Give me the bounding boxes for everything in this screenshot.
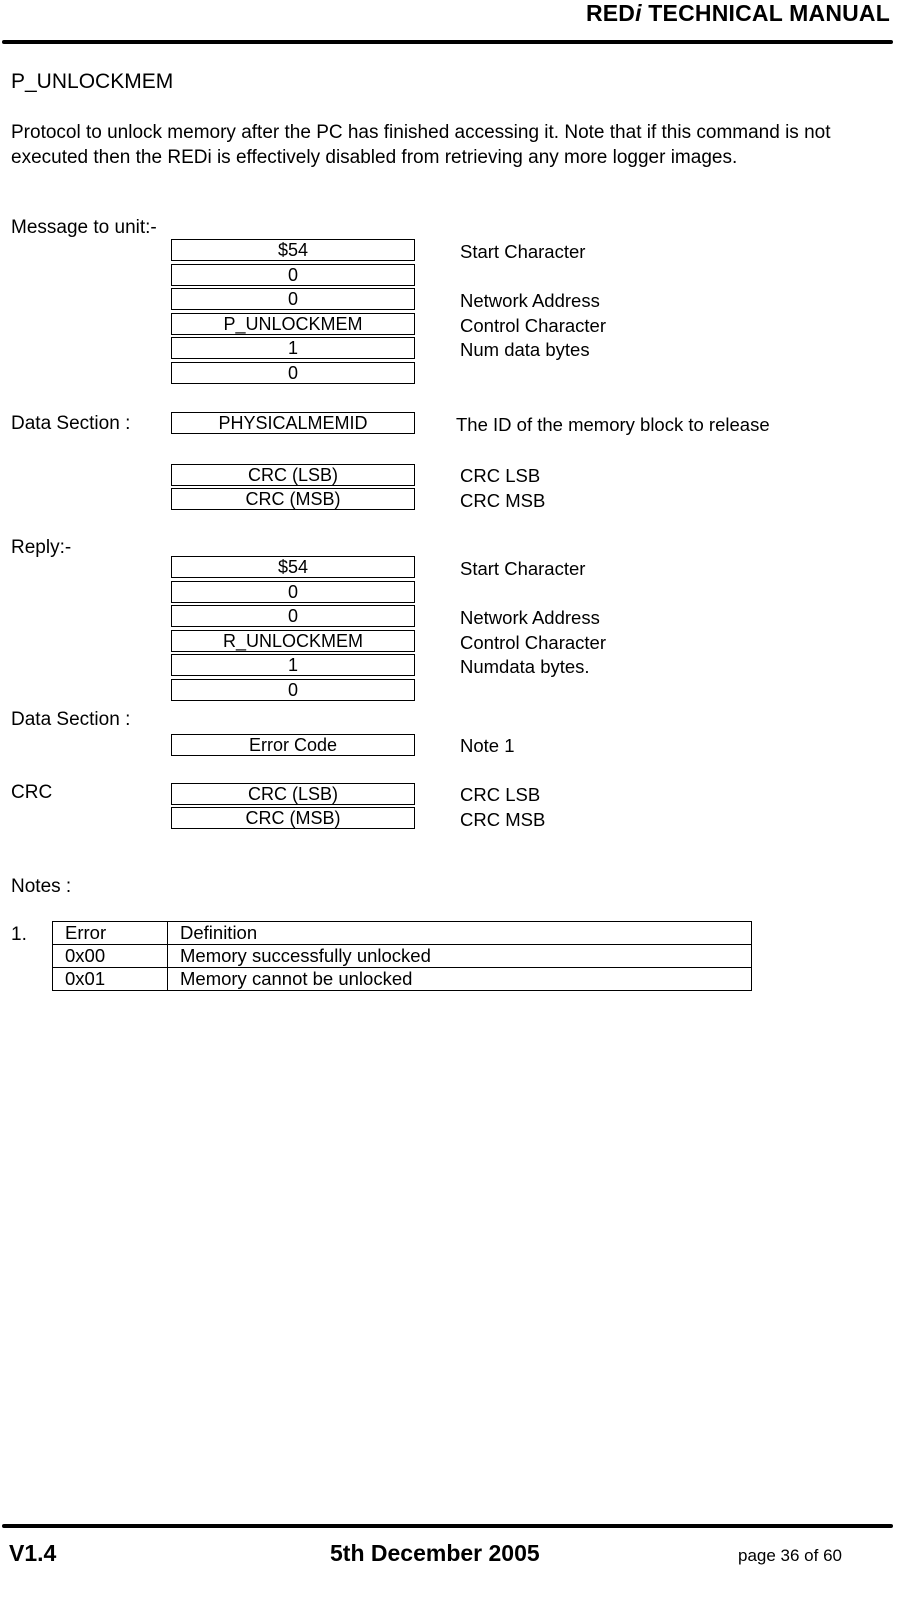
message-frame-box: $54 bbox=[171, 239, 415, 261]
message-crc-lsb-desc: CRC LSB bbox=[460, 465, 541, 486]
notes-label: Notes : bbox=[11, 876, 72, 897]
reply-frame-desc: Numdata bytes. bbox=[460, 656, 590, 677]
message-frame-desc: Num data bytes bbox=[460, 339, 590, 360]
reply-crc-lsb-box: CRC (LSB) bbox=[171, 783, 415, 805]
reply-data-section-label: Data Section : bbox=[11, 709, 131, 730]
message-label: Message to unit:- bbox=[11, 217, 157, 238]
reply-frame-box: 1 bbox=[171, 654, 415, 676]
reply-frame-desc: Start Character bbox=[460, 558, 586, 579]
message-data-box: PHYSICALMEMID bbox=[171, 412, 415, 434]
message-data-desc: The ID of the memory block to release bbox=[456, 414, 770, 435]
table-cell: Definition bbox=[168, 922, 752, 945]
intro-line-1: Protocol to unlock memory after the PC has finished accessing it. Note that if this command is not bbox=[11, 122, 831, 143]
footer-version: V1.4 bbox=[9, 1540, 57, 1566]
table-cell: Error bbox=[53, 922, 168, 945]
message-crc-lsb-box: CRC (LSB) bbox=[171, 464, 415, 486]
reply-crc-msb-desc: CRC MSB bbox=[460, 809, 546, 830]
footer-rule bbox=[2, 1524, 893, 1528]
message-frame-desc: Network Address bbox=[460, 290, 600, 311]
table-cell: Memory successfully unlocked bbox=[168, 945, 752, 968]
message-frame-box: 0 bbox=[171, 288, 415, 310]
note-number: 1. bbox=[11, 924, 27, 945]
message-frame-box: 0 bbox=[171, 264, 415, 286]
message-frame-box: 1 bbox=[171, 337, 415, 359]
intro-line-2: executed then the REDi is effectively disabled from retrieving any more logger images. bbox=[11, 147, 738, 168]
reply-error-code-desc: Note 1 bbox=[460, 735, 515, 756]
reply-frame-box: 0 bbox=[171, 679, 415, 701]
reply-crc-label: CRC bbox=[11, 782, 53, 803]
table-row bbox=[53, 968, 752, 991]
section-title: P_UNLOCKMEM bbox=[11, 70, 174, 93]
message-crc-msb-desc: CRC MSB bbox=[460, 490, 546, 511]
reply-crc-lsb-desc: CRC LSB bbox=[460, 784, 541, 805]
reply-frame-desc: Control Character bbox=[460, 631, 607, 653]
reply-label: Reply:- bbox=[11, 537, 72, 558]
manual-title: REDi TECHNICAL MANUAL bbox=[585, 0, 890, 26]
message-frame-desc: Start Character bbox=[460, 241, 586, 262]
reply-frame-box: R_UNLOCKMEM bbox=[171, 630, 415, 652]
message-data-section-label: Data Section : bbox=[11, 413, 131, 434]
table-cell: 0x01 bbox=[53, 968, 168, 991]
footer-date: 5th December 2005 bbox=[330, 1540, 540, 1566]
reply-frame-box: 0 bbox=[171, 605, 415, 627]
table-cell: Memory cannot be unlocked bbox=[168, 968, 752, 991]
table-cell: 0x00 bbox=[53, 945, 168, 968]
message-frame-desc: Control Character bbox=[460, 314, 607, 336]
message-frame-box: P_UNLOCKMEM bbox=[171, 313, 415, 335]
table-row bbox=[53, 945, 752, 968]
reply-frame-box: $54 bbox=[171, 556, 415, 578]
header-rule bbox=[2, 40, 893, 44]
message-frame-box: 0 bbox=[171, 362, 415, 384]
footer-page-number: page 36 of 60 bbox=[738, 1546, 842, 1565]
table-row bbox=[53, 922, 752, 945]
message-crc-msb-box: CRC (MSB) bbox=[171, 488, 415, 510]
reply-frame-desc: Network Address bbox=[460, 607, 600, 628]
error-code-table bbox=[52, 921, 752, 991]
reply-crc-msb-box: CRC (MSB) bbox=[171, 807, 415, 829]
reply-error-code-box: Error Code bbox=[171, 734, 415, 756]
reply-frame-box: 0 bbox=[171, 581, 415, 603]
